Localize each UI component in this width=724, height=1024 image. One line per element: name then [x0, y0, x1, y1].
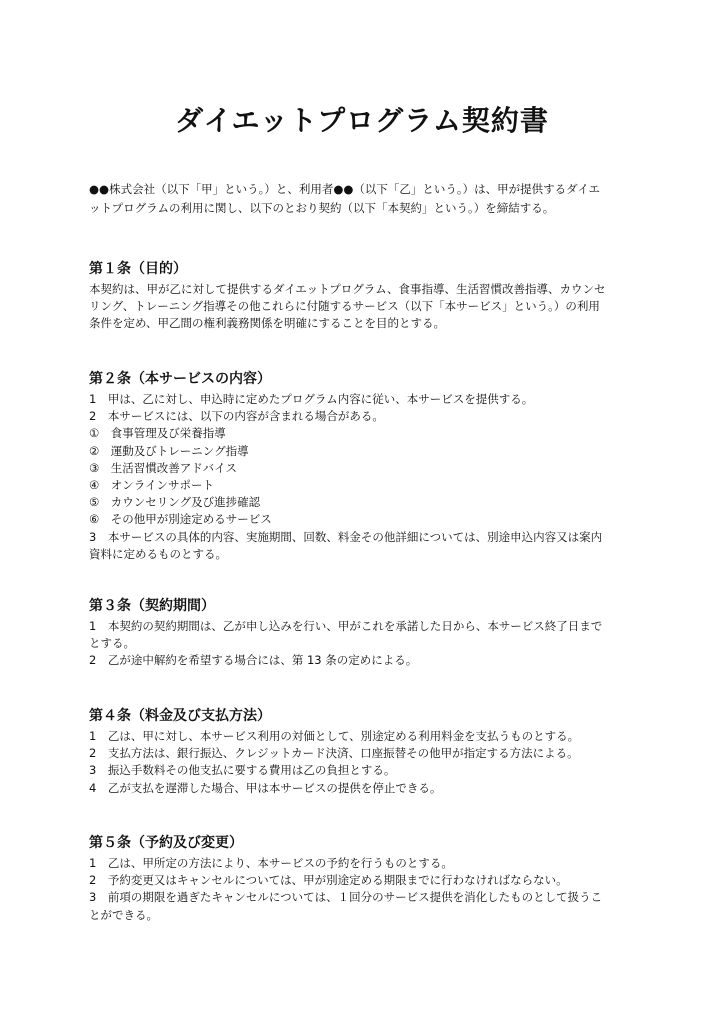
article-heading: 第２条（本サービスの内容）	[89, 371, 271, 387]
article-line: とする。	[89, 636, 135, 651]
list-item: ② 運動及びトレーニング指導	[89, 443, 249, 458]
article-line: 3 前項の期限を過ぎたキャンセルについては、１回分のサービス提供を消化したものとして扱うこ	[89, 890, 603, 905]
article-line: 1 乙は、甲に対し、本サービス利用の対価として、別途定める利用料金を支払うものとする。	[89, 729, 580, 743]
article-line: 1 乙は、甲所定の方法により、本サービスの予約を行うものとする。	[89, 856, 453, 870]
article-line: 3 本サービスの具体的内容、実施期間、回数、料金その他詳細については、別途申込内容又は案内	[89, 529, 603, 544]
article-2	[89, 368, 649, 563]
list-item: ③ 生活習慣改善アドバイス	[89, 460, 237, 475]
article-heading: 第３条（契約期間）	[89, 598, 215, 614]
intro-paragraph	[89, 180, 639, 218]
list-item: ⑥ その他甲が別途定めるサービス	[89, 512, 272, 527]
document-title: ダイエットプログラム契約書	[175, 104, 549, 137]
article-line: 1 甲は、乙に対し、申込時に定めたプログラム内容に従い、本サービスを提供する。	[89, 392, 534, 406]
intro-line: ットプログラムの利用に関し、以下のとおり契約（以下「本契約」という。）を締結する。	[89, 201, 555, 215]
article-heading: 第１条（目的）	[89, 261, 187, 277]
article-heading: 第５条（予約及び変更）	[89, 835, 243, 851]
article-1	[89, 258, 649, 333]
article-line: 2 支払方法は、銀行振込、クレジットカード決済、口座振替その他甲が指定する方法による。	[89, 746, 579, 761]
article-4	[89, 705, 649, 797]
article-line: 4 乙が支払を遅滞した場合、甲は本サービスの提供を停止できる。	[89, 780, 442, 795]
article-5	[89, 832, 649, 924]
article-line: 本契約は、甲が乙に対して提供するダイエットプログラム、食事指導、生活習慣改善指導、カウンセ	[89, 282, 606, 296]
article-heading: 第４条（料金及び支払方法）	[89, 708, 271, 724]
article-line: 2 予約変更又はキャンセルについては、甲が別途定める期限までに行わなければならない。	[89, 873, 568, 888]
article-line: 2 乙が途中解約を希望する場合には、第 13 条の定めによる。	[89, 653, 418, 668]
list-item: ① 食事管理及び栄養指導	[89, 426, 226, 441]
article-line: リング、トレーニング指導その他これらに付随するサービス（以下「本サービス」という。）の利用	[89, 299, 600, 314]
article-line: とができる。	[89, 907, 158, 922]
article-line: 1 本契約の契約期間は、乙が申し込みを行い、甲がこれを承諾した日から、本サービス終了日まで	[89, 619, 603, 633]
article-line: 2 本サービスには、以下の内容が含まれる場合がある。	[89, 409, 384, 424]
list-item: ⑤ カウンセリング及び進捗確認	[89, 495, 261, 510]
article-3	[89, 595, 649, 670]
list-item: ④ オンラインサポート	[89, 478, 214, 493]
intro-line: ●●株式会社（以下「甲」という。）と、利用者●●（以下「乙」という。）は、甲が提供するダイエ	[89, 182, 600, 196]
article-line: 資料に定めるものとする。	[89, 546, 227, 561]
article-line: 条件を定め、甲乙間の権利義務関係を明確にすることを目的とする。	[89, 316, 446, 331]
article-line: 3 振込手数料その他支払に要する費用は乙の負担とする。	[89, 763, 396, 778]
